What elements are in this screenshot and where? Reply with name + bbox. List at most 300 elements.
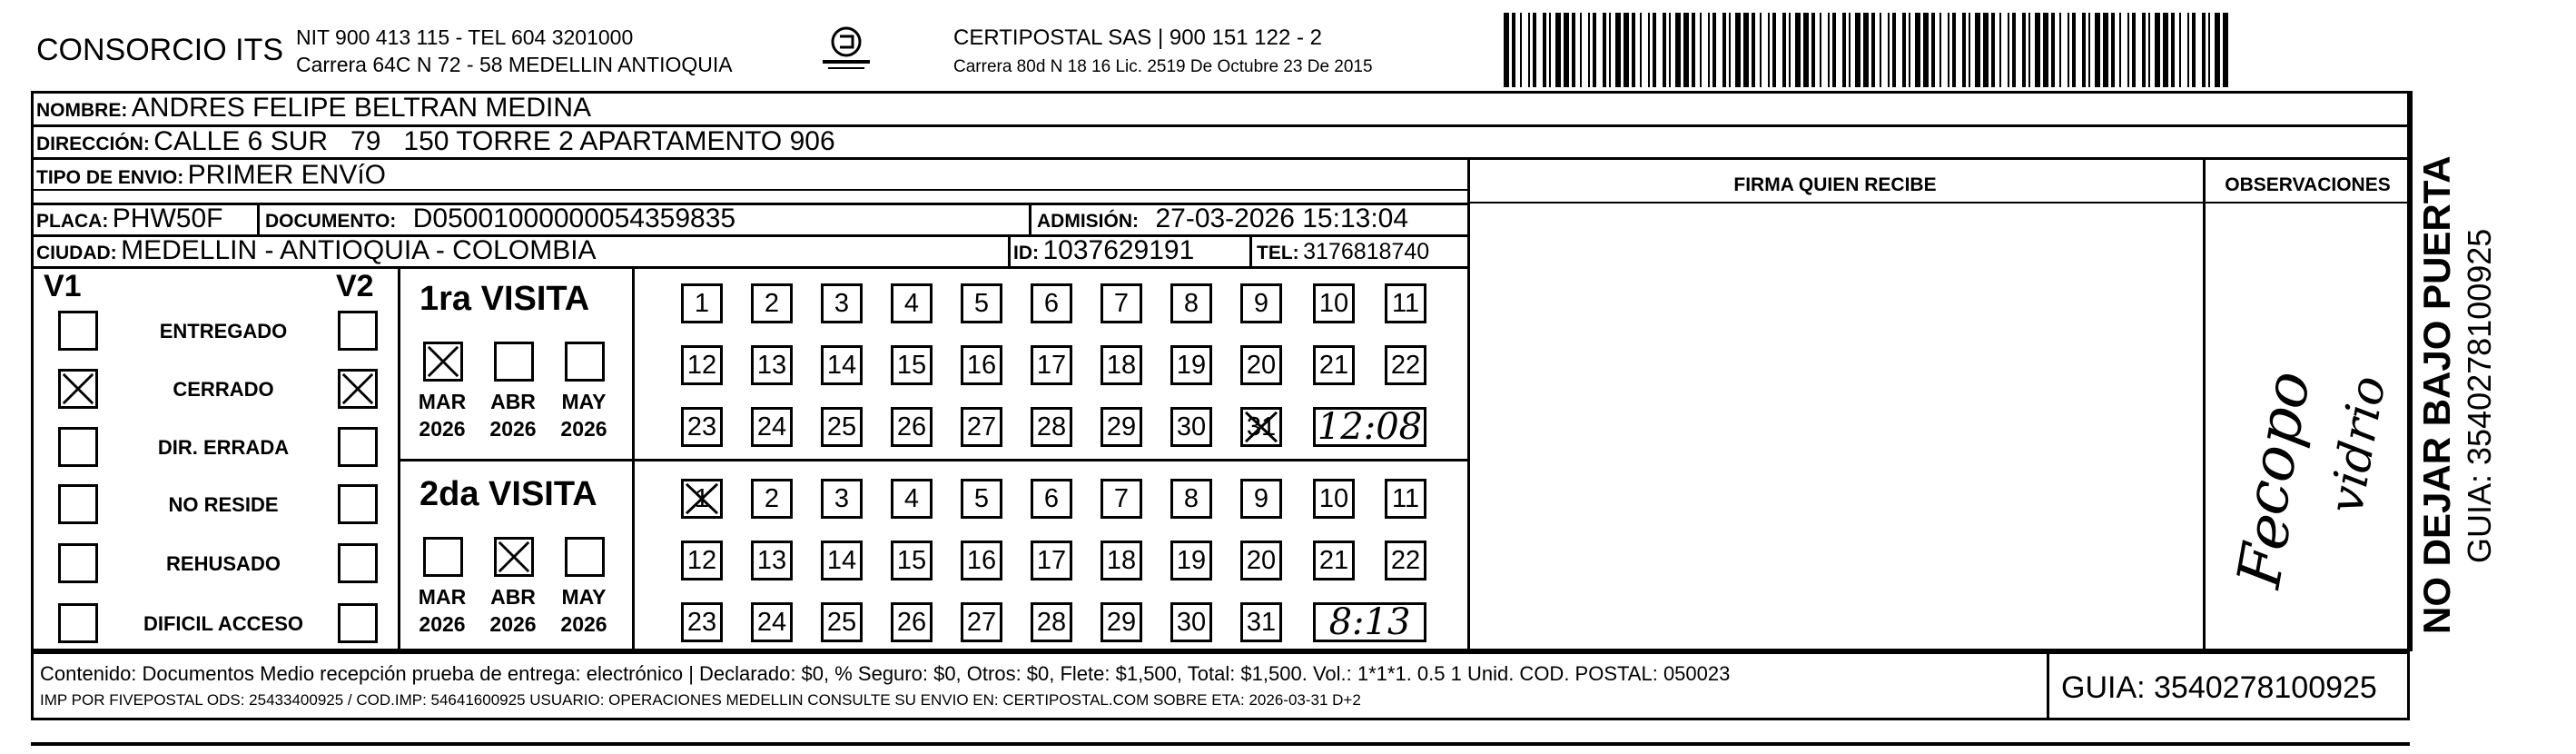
visit-month-checkbox[interactable] xyxy=(565,537,605,577)
month-year: 2026 xyxy=(489,416,537,441)
tel-value: 3176818740 xyxy=(1303,239,1430,264)
day-box[interactable] xyxy=(821,407,863,447)
barcode-bar xyxy=(1962,13,1966,87)
barcode-bar xyxy=(1855,13,1860,87)
day-box[interactable] xyxy=(681,479,723,519)
day-box[interactable] xyxy=(1031,283,1072,323)
barcode-bar xyxy=(1902,13,1906,87)
day-box[interactable] xyxy=(1100,541,1142,580)
barcode-bar xyxy=(1892,13,1896,87)
visit-month-label xyxy=(552,389,616,443)
footer-contenido: Contenido: Documentos Medio recepción prueba de entrega: electrónico | Declarado: $0, % Seguro: $0, Otros: $0, Flete: $1,500, Total: $1,500. Vol.: 1*1*1. 0.5 1 Unid. COD. POSTAL: 050023 xyxy=(40,662,1731,685)
courier-address: Carrera 80d N 18 16 Lic. 2519 De Octubre 23 De 2015 xyxy=(953,57,1373,76)
barcode-bar xyxy=(2215,13,2220,87)
barcode-bar xyxy=(2127,13,2129,87)
direccion-label: DIRECCIÓN: xyxy=(36,134,150,154)
day-box[interactable] xyxy=(1031,602,1072,642)
day-box[interactable] xyxy=(681,345,723,385)
status-label: DIR. ERRADA xyxy=(157,436,290,459)
day-box[interactable] xyxy=(751,407,793,447)
day-number: 30 xyxy=(1176,412,1207,441)
barcode-bar xyxy=(2051,13,2055,87)
day-box[interactable] xyxy=(961,345,1002,385)
day-number: 24 xyxy=(756,412,787,441)
placa-row xyxy=(36,205,222,233)
barcode-bar xyxy=(2163,13,2168,87)
day-number: 6 xyxy=(1043,288,1060,318)
day-box[interactable] xyxy=(751,541,793,580)
barcode-bar xyxy=(1923,13,1929,87)
barcode-bar xyxy=(1564,13,1569,87)
day-number: 18 xyxy=(1106,350,1137,380)
barcode-bar xyxy=(1615,13,1621,87)
day-number: 19 xyxy=(1176,545,1207,575)
barcode-bar xyxy=(1999,13,2001,87)
day-box[interactable] xyxy=(1031,479,1072,519)
barcode-bar xyxy=(2008,13,2009,87)
admision-value: 27-03-2026 15:13:04 xyxy=(1155,203,1409,233)
barcode-bar xyxy=(1692,13,1695,87)
barcode-bar xyxy=(1939,13,1941,87)
day-number: 8 xyxy=(1183,288,1199,318)
barcode-bar xyxy=(1653,13,1656,87)
day-number: 20 xyxy=(1246,350,1277,380)
status-v1-checkbox[interactable] xyxy=(58,484,98,524)
barcode-bar xyxy=(1708,13,1710,87)
certipostal-logo-icon xyxy=(810,24,883,78)
day-number: 28 xyxy=(1036,412,1067,441)
x-mark-icon xyxy=(1243,410,1279,444)
barcode-bar xyxy=(2068,13,2069,87)
day-box[interactable] xyxy=(1240,407,1282,447)
barcode-bar xyxy=(2171,13,2175,87)
day-box[interactable] xyxy=(821,345,863,385)
day-number: 27 xyxy=(966,607,997,637)
barcode-bar xyxy=(1782,13,1786,87)
nombre-row xyxy=(36,94,591,122)
observation-handwriting-2: copo xyxy=(2230,365,2324,521)
status-label: CERRADO xyxy=(173,378,274,401)
day-number: 31 xyxy=(1246,412,1277,441)
day-box[interactable] xyxy=(891,602,933,642)
visit-month-label xyxy=(552,584,616,639)
barcode-bar xyxy=(2192,13,2196,87)
day-box[interactable] xyxy=(1313,541,1355,580)
placa-value: PHW50F xyxy=(112,203,223,233)
visit-month-checkbox[interactable] xyxy=(494,342,534,382)
barcode-bar xyxy=(1722,13,1726,87)
status-label: DIFICIL ACCESO xyxy=(143,612,303,635)
barcode-bar xyxy=(1952,13,1956,87)
side-guia: GUIA: 3540278100925 xyxy=(2461,228,2498,563)
barcode-bar xyxy=(1675,13,1681,87)
status-v2-checkbox[interactable] xyxy=(338,484,378,524)
day-box[interactable] xyxy=(961,602,1002,642)
barcode-bar xyxy=(1669,13,1671,87)
status-v1-checkbox[interactable] xyxy=(58,311,98,351)
barcode-bar xyxy=(1580,13,1582,87)
visit-title: 2da VISITA xyxy=(419,475,597,513)
day-box[interactable] xyxy=(681,407,723,447)
barcode-bar xyxy=(1849,13,1851,87)
day-number: 24 xyxy=(756,607,787,637)
x-mark-icon xyxy=(497,540,531,574)
day-number: 29 xyxy=(1106,412,1137,441)
certipostal-logo xyxy=(810,24,883,78)
barcode-bar xyxy=(1948,13,1949,87)
day-box[interactable] xyxy=(821,479,863,519)
day-box[interactable] xyxy=(821,541,863,580)
barcode-bar xyxy=(2148,13,2150,87)
status-label: ENTREGADO xyxy=(159,320,288,342)
day-number: 9 xyxy=(1253,288,1269,318)
month-year: 2026 xyxy=(560,416,607,441)
barcode-bar xyxy=(1640,13,1642,87)
status-v1-checkbox[interactable] xyxy=(58,603,98,643)
status-v2-checkbox[interactable] xyxy=(338,311,378,351)
barcode-bar xyxy=(2095,13,2100,87)
barcode-bar xyxy=(1880,13,1881,87)
status-v1-checkbox[interactable] xyxy=(58,427,98,467)
status-v2-checkbox[interactable] xyxy=(338,543,378,583)
barcode-bar xyxy=(1504,13,1509,87)
day-box[interactable] xyxy=(1385,283,1426,323)
day-number: 3 xyxy=(834,288,850,318)
day-box[interactable] xyxy=(1313,283,1355,323)
day-number: 16 xyxy=(966,350,997,380)
tipo-label: TIPO DE ENVIO: xyxy=(36,167,184,188)
day-number: 23 xyxy=(686,607,717,637)
barcode-bar xyxy=(2022,13,2026,87)
barcode-bar xyxy=(1572,13,1575,87)
day-box[interactable] xyxy=(1385,541,1426,580)
barcode-bar xyxy=(1663,13,1666,87)
barcode-bar xyxy=(1648,13,1650,87)
day-number: 15 xyxy=(896,350,927,380)
day-number: 19 xyxy=(1176,350,1207,380)
barcode-bar xyxy=(2187,13,2189,87)
barcode-bar xyxy=(1828,13,1830,87)
day-number: 26 xyxy=(896,607,927,637)
day-box[interactable] xyxy=(961,283,1002,323)
day-number: 13 xyxy=(756,350,787,380)
footer-guia: GUIA: 3540278100925 xyxy=(2061,670,2377,705)
day-box[interactable] xyxy=(1170,407,1212,447)
visit-month-checkbox[interactable] xyxy=(423,537,463,577)
x-mark-icon xyxy=(684,481,720,516)
status-v2-checkbox[interactable] xyxy=(338,369,378,409)
barcode-bar xyxy=(2111,13,2115,87)
day-number: 30 xyxy=(1176,607,1207,637)
tipo-row xyxy=(36,162,386,189)
day-number: 21 xyxy=(1318,350,1349,380)
day-number: 22 xyxy=(1390,545,1421,575)
day-box[interactable] xyxy=(751,283,793,323)
visit-month-label xyxy=(481,389,545,443)
day-number: 22 xyxy=(1390,350,1421,380)
day-number: 7 xyxy=(1113,288,1130,318)
barcode-bar xyxy=(1820,13,1821,87)
barcode xyxy=(1504,13,2235,87)
day-number: 25 xyxy=(826,607,857,637)
id-label: ID: xyxy=(1013,243,1039,263)
visit-month-checkbox[interactable] xyxy=(494,537,534,577)
barcode-bar xyxy=(2028,13,2030,87)
barcode-bar xyxy=(1735,13,1741,87)
barcode-bar xyxy=(2208,13,2210,87)
day-number: 4 xyxy=(903,288,920,318)
day-number: 25 xyxy=(826,412,857,441)
barcode-bar xyxy=(1533,13,1536,87)
barcode-bar xyxy=(1512,13,1515,87)
visit-month-checkbox[interactable] xyxy=(423,342,463,382)
day-box[interactable] xyxy=(1100,345,1142,385)
day-number: 6 xyxy=(1043,483,1060,513)
day-number: 27 xyxy=(966,412,997,441)
barcode-bar xyxy=(2043,13,2048,87)
month-name: MAR xyxy=(418,390,467,413)
barcode-bar xyxy=(2142,13,2146,87)
month-year: 2026 xyxy=(419,416,466,441)
nombre-label: NOMBRE: xyxy=(36,100,128,121)
day-box[interactable] xyxy=(1100,602,1142,642)
day-number: 13 xyxy=(756,545,787,575)
day-box[interactable] xyxy=(961,407,1002,447)
day-box[interactable] xyxy=(961,541,1002,580)
month-name: ABR xyxy=(490,585,536,609)
day-box[interactable] xyxy=(1313,345,1355,385)
admision-label: ADMISIÓN: xyxy=(1037,211,1139,232)
footer-frame xyxy=(31,651,2410,720)
day-box[interactable] xyxy=(1100,407,1142,447)
barcode-bar xyxy=(2035,13,2040,87)
barcode-bar xyxy=(1931,13,1935,87)
day-number: 23 xyxy=(686,412,717,441)
month-name: MAR xyxy=(418,585,467,609)
day-box[interactable] xyxy=(1170,283,1212,323)
day-number: 4 xyxy=(903,483,920,513)
day-box[interactable] xyxy=(1240,479,1282,519)
barcode-bar xyxy=(2223,13,2228,87)
barcode-bar xyxy=(1624,13,1629,87)
barcode-bar xyxy=(1752,13,1755,87)
status-label: NO RESIDE xyxy=(168,493,279,516)
observaciones-label: OBSERVACIONES xyxy=(2225,174,2391,195)
footer-imp: IMP POR FIVEPOSTAL ODS: 25433400925 / COD.IMP: 54641600925 USUARIO: OPERACIONES MEDELLIN CONSULTE SU ENVIO EN: CERTIPOSTAL.COM SOBRE ETA: 2026-03-31 D+2 xyxy=(40,691,1361,709)
day-box[interactable] xyxy=(1031,345,1072,385)
barcode-bar xyxy=(2202,13,2206,87)
x-mark-icon xyxy=(426,344,460,379)
status-v1-checkbox[interactable] xyxy=(58,369,98,409)
day-box[interactable] xyxy=(821,602,863,642)
barcode-bar xyxy=(1632,13,1635,87)
day-box[interactable] xyxy=(1031,407,1072,447)
barcode-bar xyxy=(1609,13,1611,87)
ciudad-label: CIUDAD: xyxy=(36,243,117,263)
barcode-bar xyxy=(1555,13,1561,87)
day-box[interactable] xyxy=(1100,283,1142,323)
status-label: REHUSADO xyxy=(166,552,281,575)
day-number: 28 xyxy=(1036,607,1067,637)
day-number: 14 xyxy=(826,350,857,380)
barcode-bar xyxy=(1803,13,1809,87)
day-number: 14 xyxy=(826,545,857,575)
day-box[interactable] xyxy=(821,283,863,323)
barcode-bar xyxy=(1915,13,1920,87)
day-number: 29 xyxy=(1106,607,1137,637)
barcode-bar xyxy=(1588,13,1590,87)
day-box[interactable] xyxy=(751,345,793,385)
id-row xyxy=(1013,237,1194,264)
tel-label: TEL: xyxy=(1257,243,1299,263)
barcode-bar xyxy=(2012,13,2016,87)
day-number: 1 xyxy=(694,288,710,318)
header xyxy=(0,0,2576,91)
month-name: MAY xyxy=(561,585,607,609)
barcode-bar xyxy=(1795,13,1801,87)
visit-time-handwriting: 8:13 xyxy=(1328,601,1411,643)
day-number: 2 xyxy=(764,483,780,513)
barcode-bar xyxy=(1683,13,1689,87)
day-number: 2 xyxy=(764,288,780,318)
day-box[interactable] xyxy=(751,479,793,519)
day-number: 10 xyxy=(1318,288,1349,318)
day-number: 11 xyxy=(1391,288,1420,318)
day-box[interactable] xyxy=(1170,541,1212,580)
placa-label: PLACA: xyxy=(36,211,109,232)
day-number: 5 xyxy=(973,288,990,318)
day-box[interactable] xyxy=(681,541,723,580)
x-mark-icon xyxy=(341,372,375,406)
day-number: 26 xyxy=(896,412,927,441)
day-box[interactable] xyxy=(1385,479,1426,519)
day-number: 12 xyxy=(686,545,717,575)
day-number: 7 xyxy=(1113,483,1130,513)
day-number: 17 xyxy=(1036,545,1067,575)
day-number: 5 xyxy=(973,483,990,513)
barcode-bar xyxy=(1842,13,1846,87)
barcode-bar xyxy=(2103,13,2108,87)
barcode-bar xyxy=(1832,13,1836,87)
admision-row xyxy=(1037,205,1408,233)
month-year: 2026 xyxy=(419,611,466,636)
barcode-bar xyxy=(1520,13,1522,87)
tipo-value: PRIMER ENVíO xyxy=(187,160,387,190)
barcode-bar xyxy=(1528,13,1530,87)
day-number: 20 xyxy=(1246,545,1277,575)
visit-time-handwriting: 12:08 xyxy=(1317,406,1423,448)
day-box[interactable] xyxy=(1100,479,1142,519)
barcode-bar xyxy=(2088,13,2090,87)
day-number: 17 xyxy=(1036,350,1067,380)
barcode-bar xyxy=(2072,13,2076,87)
visit-time-box[interactable] xyxy=(1313,407,1426,447)
barcode-bar xyxy=(1768,13,1770,87)
no-dejar-bajo-puerta: NO DEJAR BAJO PUERTA xyxy=(2415,155,2458,634)
visit-month-checkbox[interactable] xyxy=(565,342,605,382)
day-box[interactable] xyxy=(1385,345,1426,385)
month-name: MAY xyxy=(561,390,607,413)
day-box[interactable] xyxy=(1240,345,1282,385)
status-v1-checkbox[interactable] xyxy=(58,543,98,583)
barcode-bar xyxy=(1871,13,1875,87)
status-v2-checkbox[interactable] xyxy=(338,603,378,643)
day-box[interactable] xyxy=(1240,283,1282,323)
day-box[interactable] xyxy=(1170,345,1212,385)
day-number: 9 xyxy=(1253,483,1269,513)
sender-nit-tel: NIT 900 413 115 - TEL 604 3201000 xyxy=(296,25,634,49)
day-box[interactable] xyxy=(1170,479,1212,519)
visit-title: 1ra VISITA xyxy=(419,280,590,318)
day-box[interactable] xyxy=(891,479,933,519)
barcode-bar xyxy=(1888,13,1890,87)
documento-value: D05001000000054359835 xyxy=(412,203,736,233)
day-box[interactable] xyxy=(1031,541,1072,580)
day-number: 11 xyxy=(1391,483,1420,513)
day-number: 16 xyxy=(966,545,997,575)
barcode-bar xyxy=(1863,13,1869,87)
barcode-bar xyxy=(1593,13,1596,87)
day-number: 12 xyxy=(686,350,717,380)
day-box[interactable] xyxy=(891,283,933,323)
nombre-value: ANDRES FELIPE BELTRAN MEDINA xyxy=(131,93,592,123)
day-box[interactable] xyxy=(891,407,933,447)
day-box[interactable] xyxy=(751,602,793,642)
day-number: 18 xyxy=(1106,545,1137,575)
day-number: 3 xyxy=(834,483,850,513)
day-box[interactable] xyxy=(1313,479,1355,519)
day-box[interactable] xyxy=(681,602,723,642)
sender-address: Carrera 64C N 72 - 58 MEDELLIN ANTIOQUIA xyxy=(296,53,733,76)
day-box[interactable] xyxy=(961,479,1002,519)
barcode-bar xyxy=(2132,13,2136,87)
day-box[interactable] xyxy=(1240,602,1282,642)
barcode-bar xyxy=(1811,13,1815,87)
barcode-bar xyxy=(1909,13,1910,87)
barcode-bar xyxy=(1772,13,1776,87)
barcode-bar xyxy=(1983,13,1989,87)
direccion-row xyxy=(36,128,835,155)
day-number: 31 xyxy=(1246,607,1277,637)
visit-month-label xyxy=(410,389,474,443)
day-box[interactable] xyxy=(891,345,933,385)
barcode-bar xyxy=(1712,13,1716,87)
day-number: 21 xyxy=(1318,545,1349,575)
day-number: 1 xyxy=(694,483,710,513)
barcode-bar xyxy=(2119,13,2121,87)
day-box[interactable] xyxy=(891,541,933,580)
barcode-bar xyxy=(2059,13,2061,87)
day-box[interactable] xyxy=(681,283,723,323)
barcode-bar xyxy=(1743,13,1749,87)
id-value: 1037629191 xyxy=(1042,235,1195,265)
month-year: 2026 xyxy=(560,611,607,636)
ciudad-row xyxy=(36,237,597,264)
month-year: 2026 xyxy=(489,611,537,636)
barcode-bar xyxy=(1991,13,1995,87)
day-box[interactable] xyxy=(1170,602,1212,642)
status-v2-checkbox[interactable] xyxy=(338,427,378,467)
visit-time-box[interactable] xyxy=(1313,602,1426,642)
direccion-value: CALLE 6 SUR 79 150 TORRE 2 APARTAMENTO 906 xyxy=(153,126,835,156)
ciudad-value: MEDELLIN - ANTIOQUIA - COLOMBIA xyxy=(121,235,597,265)
barcode-bar xyxy=(2179,13,2181,87)
day-number: 8 xyxy=(1183,483,1199,513)
day-box[interactable] xyxy=(1240,541,1282,580)
visit-month-label xyxy=(410,584,474,639)
barcode-bar xyxy=(1760,13,1762,87)
visit-month-label xyxy=(481,584,545,639)
